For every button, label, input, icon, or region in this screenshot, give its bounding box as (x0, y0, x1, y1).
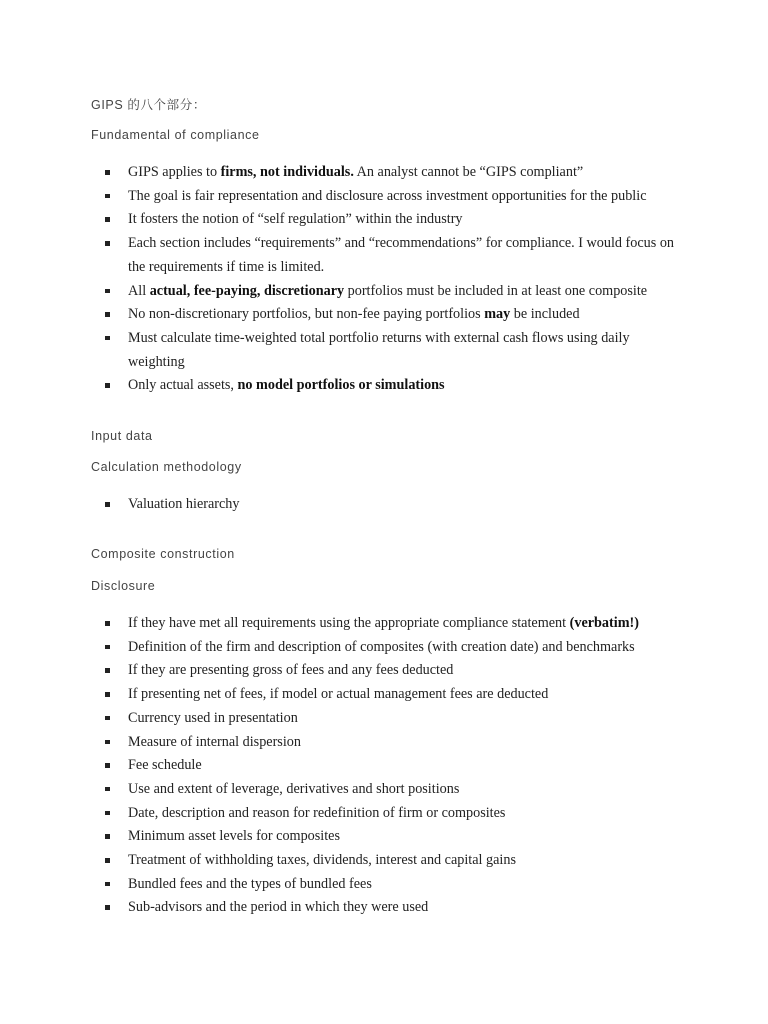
list-item (0, 185, 688, 209)
list-item (0, 280, 688, 304)
item-text: Valuation hierarchy (128, 496, 240, 512)
bullet-icon (105, 787, 110, 792)
item-text: Date, description and reason for redefinition of firm or composites (128, 804, 506, 821)
bullet-icon (105, 763, 110, 768)
bullet-icon (105, 645, 110, 650)
item-text: All (128, 282, 150, 299)
item-text: Each section includes “requirements” and “recommendations” for compliance. I would focus on the requirements if time is limited. (128, 235, 675, 275)
list-item (0, 327, 688, 374)
bullet-icon (105, 692, 110, 697)
list-item (0, 778, 688, 802)
bullet-icon (105, 740, 110, 745)
emphasis-text: (verbatim!) (569, 615, 639, 631)
bullet-icon (105, 289, 110, 294)
list-item (0, 659, 688, 683)
item-text: Sub-advisors and the period in which they were used (128, 899, 429, 916)
item-text: Currency used in presentation (128, 709, 298, 726)
section-heading-input-data: Input data (91, 429, 153, 443)
list-item (0, 232, 688, 279)
bullet-icon (105, 241, 110, 246)
item-text: Fee schedule (128, 757, 202, 774)
item-text: If presenting net of fees, if model or actual management fees are deducted (128, 686, 549, 703)
list-item (0, 303, 688, 327)
list-item (0, 707, 688, 731)
list-item (0, 849, 688, 873)
item-text: It fosters the notion of “self regulation” within the industry (128, 211, 463, 228)
item-text: Use and extent of leverage, derivatives and short positions (128, 780, 460, 797)
bullet-icon (105, 668, 110, 673)
item-text: An analyst cannot be “GIPS compliant” (353, 164, 584, 180)
item-text: Measure of internal dispersion (128, 733, 301, 750)
bullet-icon (105, 336, 110, 341)
item-text: The goal is fair representation and disclosure across investment opportunities for the public (128, 187, 647, 204)
section-heading-calculation: Calculation methodology (91, 460, 242, 474)
bullet-icon (105, 716, 110, 721)
list-item (0, 754, 688, 778)
item-text: Must calculate time-weighted total portfolio returns with external cash flows using daily weighting (128, 329, 630, 370)
item-text: be included (510, 306, 580, 323)
emphasis-text: may (484, 306, 511, 323)
item-text: GIPS applies to (128, 164, 221, 180)
list-item (0, 208, 688, 232)
section-heading-fundamentals: Fundamental of compliance (91, 128, 260, 142)
bullet-icon (105, 882, 110, 887)
item-text: Minimum asset levels for composites (128, 828, 340, 845)
list-item (0, 374, 688, 398)
list-item (0, 493, 688, 517)
bullet-icon (105, 194, 110, 199)
bullet-icon (105, 858, 110, 863)
item-text: portfolios must be included in at least one composite (344, 282, 648, 299)
emphasis-text: firms, not individuals. (220, 164, 354, 180)
list-item (0, 612, 688, 636)
list-item (0, 896, 688, 920)
bullet-icon (105, 217, 110, 222)
emphasis-text: actual, fee-paying, discretionary (149, 282, 345, 299)
item-text: No non-discretionary portfolios, but non-fee paying portfolios (128, 306, 485, 323)
bullet-icon (105, 170, 110, 175)
bullet-icon (105, 383, 110, 388)
calculation-list (0, 493, 700, 517)
list-item (0, 731, 688, 755)
item-text: Definition of the firm and description of composites (with creation date) and benchmarks (128, 638, 635, 655)
item-text: If they have met all requirements using the appropriate compliance statement (128, 615, 570, 631)
emphasis-text: no model portfolios or simulations (237, 377, 445, 394)
item-text: Only actual assets, (128, 377, 238, 394)
document-title: GIPS 的八个部分： (91, 98, 206, 112)
bullet-icon (105, 811, 110, 816)
list-item (0, 683, 688, 707)
section-heading-disclosure: Disclosure (91, 579, 156, 593)
bullet-icon (105, 905, 110, 910)
list-item (0, 161, 688, 185)
list-item (0, 873, 688, 897)
item-text: Treatment of withholding taxes, dividends, interest and capital gains (128, 852, 516, 869)
section-heading-composite: Composite construction (91, 547, 235, 561)
fundamentals-list (0, 161, 700, 398)
disclosure-list (0, 612, 700, 920)
list-item (0, 825, 688, 849)
bullet-icon (105, 834, 110, 839)
bullet-icon (105, 502, 110, 507)
bullet-icon (105, 312, 110, 317)
list-item (0, 802, 688, 826)
bullet-icon (105, 621, 110, 626)
item-text: If they are presenting gross of fees and any fees deducted (128, 662, 454, 679)
list-item (0, 636, 688, 660)
item-text: Bundled fees and the types of bundled fees (128, 875, 372, 892)
